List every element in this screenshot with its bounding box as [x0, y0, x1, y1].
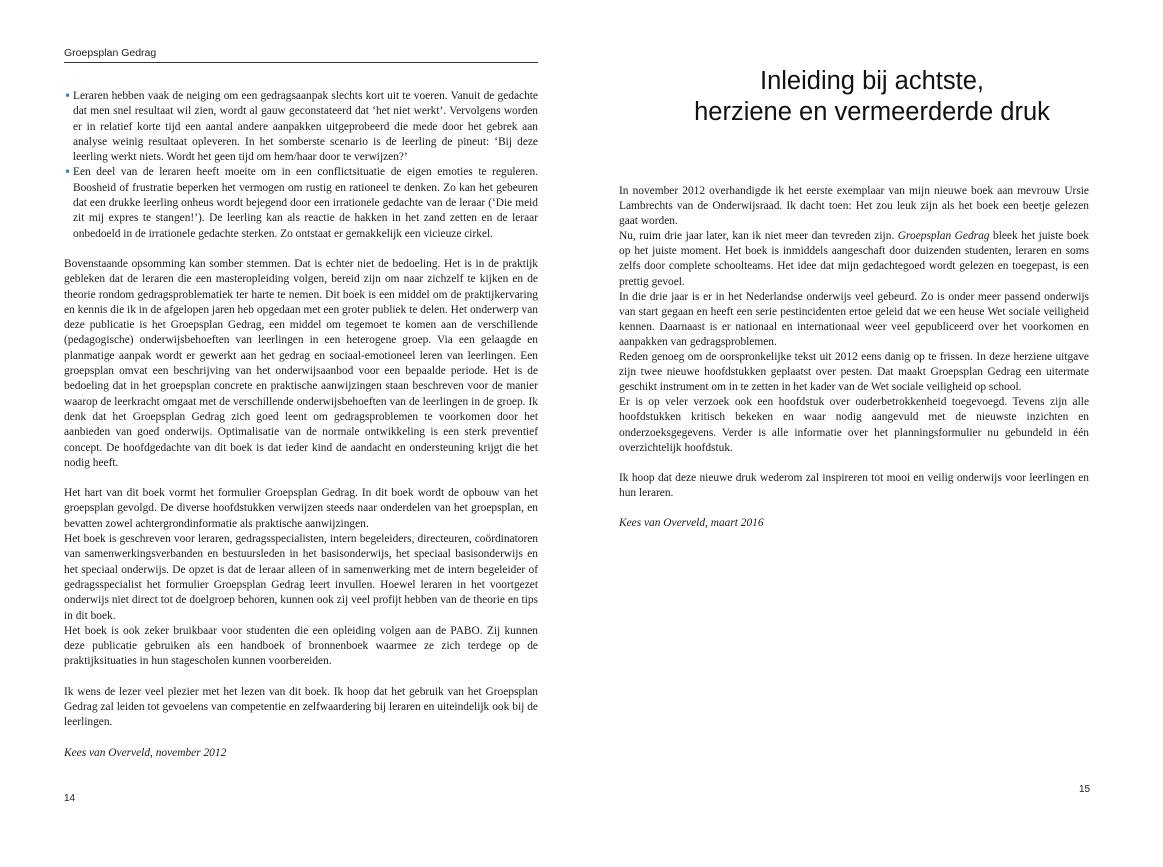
paragraph: Reden genoeg om de oorspronkelijke tekst uit 2012 eens danig op te frissen. In deze herziene uitgave zijn twee nieuwe hoofdstukken geplaatst over pesten. Dat maakt Groepsplan Gedrag een uitermate geschikt instrument om in te zetten in het kader van de Wet sociale veiligheid op school.	[619, 351, 1089, 394]
right-page-body	[619, 184, 1089, 531]
signature: Kees van Overveld, maart 2016	[619, 516, 764, 529]
right-page	[581, 0, 1163, 867]
left-page-body	[64, 89, 538, 761]
bullet-text: Een deel van de leraren heeft moeite om in een conflictsituatie de eigen emoties te reguleren. Boosheid of frustratie beperken het vermogen om rustig en rationeel te denken. Zo kan het gebeuren dat een drukke leerling onheus wordt bejegend door een irrationele gedachte van de leraar (‘Die meid zit mij expres te stangen!’). De leerling kan als reactie de hakken in het zand zetten en de leraar onbedoeld in de irrationele gedachte sterken. Zo ontstaat er gemakkelijk een vicieuze cirkel.	[73, 166, 538, 240]
page-number: 14	[64, 793, 76, 804]
book-title: Groepsplan Gedrag	[897, 230, 990, 243]
paragraph: Het boek is geschreven voor leraren, gedragsspecialisten, intern begeleiders, directeuren, coördinatoren van samenwerkingsverbanden en bestuursleden in het basisonderwijs, het speciaal basisonderwijs en het speciaal onderwijs. De opzet is dat de leraar alleen of in samenwerking met de intern begeleider of gedragsspecialist het formulier Groepsplan Gedrag leert invullen. Hoewel leraren in het voortgezet onderwijs niet direct tot de doelgroep behoren, kunnen ook zij veel profijt hebben van de theorie en tips in dit boek.	[64, 533, 538, 622]
paragraph-text: Nu, ruim drie jaar later, kan ik niet meer dan tevreden zijn.	[619, 230, 898, 243]
paragraph: Ik wens de lezer veel plezier met het lezen van dit boek. Ik hoop dat het gebruik van het Groepsplan Gedrag zal leiden tot gevoelens van competentie en zelfwaardering bij leraren en uiteindelijk ook bij de leerlingen.	[64, 685, 538, 729]
paragraph: In die drie jaar is er in het Nederlandse onderwijs veel gebeurd. Zo is onder meer passend onderwijs van start gegaan en heeft een serie pestincidenten ertoe geleid dat we een heuse Wet sociale veiligheid kennen. Daarnaast is er nationaal en internationaal weer veel gepubliceerd over het voorkomen en aanpakken van gedragsproblemen.	[619, 290, 1089, 348]
running-head: Groepsplan Gedrag	[64, 47, 538, 63]
bullet-list	[64, 89, 538, 242]
paragraph	[619, 229, 1089, 289]
chapter-title-line: Inleiding bij achtste,	[760, 67, 984, 95]
paragraph-text: bleek het juiste boek op het juiste moment. Het boek is inmiddels aangeschaft door duizenden studenten, leraren en soms zelfs door complete schoolteams. Het idee dat mijn gedachtegoed wordt gelezen en toegepast, is een prettig gevoel.	[619, 230, 1090, 288]
paragraph: Bovenstaande opsomming kan somber stemmen. Dat is echter niet de bedoeling. Het is in de praktijk gebleken dat de leraren die een masteropleiding volgen, bereid zijn om naar zichzelf te kijken en de theorie rondom gedragsproblematiek ter harte te nemen. Dit boek is een middel om de praktijkervaring en kennis die ik in de afgelopen jaren heb opgedaan met een groter publiek te delen. Het onderwerp van deze publicatie is het Groepsplan Gedrag, een middel om tegemoet te komen aan de verschillende (pedagogische) onderwijsbehoeften van leerlingen in een heterogene groep. Via een gelaagde en planmatige aanpak wordt er gewerkt aan het gedrag en sociaal-emotioneel leren van leerlingen. Een groepsplan omvat een beschrijving van het onderwijsaanbod voor een bepaalde periode. Het is de bedoeling dat in het groepsplan concrete en praktische aanwijzingen staan beschreven voor de manier waarop de leerkracht omgaat met de verschillende onderwijsbehoeften van de leerlingen in de groep. Ik denk dat het Groepsplan Gedrag zich goed leent om gedragsproblemen te voorkomen door het aanbieden van goed onderwijs. Optimalisatie van de normale ontwikkeling is een sterk preventief concept. De hoofdgedachte van dit boek is dat ieder kind de aandacht en ondersteuning krijgt die het nodig heeft.	[64, 257, 538, 469]
chapter-title	[619, 66, 1125, 128]
left-page	[0, 0, 581, 867]
bullet-text: Leraren hebben vaak de neiging om een gedragsaanpak slechts kort uit te voeren. Vanuit de gedachte dat men snel resultaat wil zien, wordt al gauw geconstateerd dat ‘het niet werkt’. Vervolgens worden er in relatief korte tijd een aantal andere aanpakken uitgeprobeerd die mede door het gebrek aan analyse weinig resultaat opleveren. In het somberste scenario is de leerling de pineut: ‘Bij deze leerling werkt niets. Wordt het geen tijd om hem/haar door te verwijzen?’	[73, 90, 538, 164]
bullet-item	[64, 89, 538, 165]
chapter-title-line: herziene en vermeerderde druk	[694, 98, 1050, 126]
paragraph: Het hart van dit boek vormt het formulier Groepsplan Gedrag. In dit boek wordt de opbouw van het groepsplan gevolgd. De diverse hoofdstukken verwijzen steeds naar onderdelen van het groepsplan, en bevatten zowel achtergrondinformatie als praktische aanwijzingen.	[64, 487, 538, 530]
bullet-dot-icon: •	[64, 89, 72, 103]
signature: Kees van Overveld, november 2012	[64, 746, 227, 759]
paragraph: Ik hoop dat deze nieuwe druk wederom zal inspireren tot mooi en veilig onderwijs voor leerlingen en hun leraren.	[619, 471, 1089, 499]
paragraph: In november 2012 overhandigde ik het eerste exemplaar van mijn nieuwe boek aan mevrouw Ursie Lambrechts van de Onderwijsraad. Ik dacht toen: Het zou leuk zijn als het boek een beetje gelezen gaat worden.	[619, 185, 1089, 228]
bullet-dot-icon: •	[64, 165, 72, 180]
paragraph: Het boek is ook zeker bruikbaar voor studenten die een opleiding volgen aan de PABO. Zij kunnen deze publicatie gebruiken als een handboek of bronnenboek waarmee ze zich terdege op de praktijksituaties in hun stagescholen kunnen voorbereiden.	[64, 624, 538, 668]
paragraph: Er is op veler verzoek ook een hoofdstuk over ouderbetrokkenheid toegevoegd. Tevens zijn alle hoofdstukken kritisch bekeken en waar nodig aangevuld met de nieuwste inzichten en onderzoeksgegevens. Verder is alle informatie over het planningsformulier nu gebundeld in één overzichtelijk hoofdstuk.	[619, 396, 1089, 454]
page-number: 15	[1079, 784, 1091, 795]
bullet-item	[64, 165, 538, 241]
